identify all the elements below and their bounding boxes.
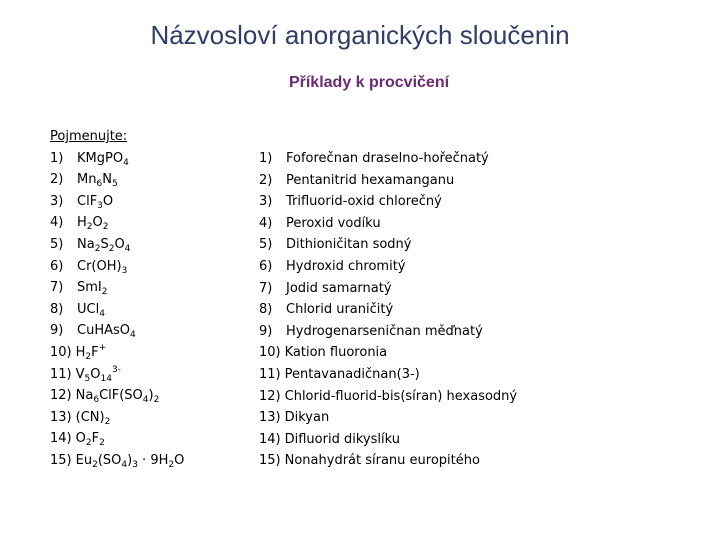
formula-subscript: 2 [99,438,105,449]
answer-item [259,429,709,451]
formula-subscript: 2 [85,438,92,449]
compound-name: Chlorid-fluorid-bis(síran) hexasodný [284,388,518,404]
item-number: 15) [259,453,281,469]
formula-subscript: 3 [97,200,103,211]
item-number: 8) [259,302,273,318]
formula-item [50,342,250,364]
formula-item [50,299,250,321]
formula-subscript: 14 [100,373,112,384]
item-number: 9) [259,323,273,339]
formula-subscript: 2 [85,351,92,362]
formula-subscript: 2 [92,459,98,470]
item-number: 3) [259,194,273,210]
formula-text: KMg [77,150,105,166]
formula-text: Cu [77,323,95,339]
chemical-formula [77,237,130,252]
formula-superscript: 3- [111,364,121,375]
item-number: 9) [50,323,64,339]
formula-text: ) [148,388,154,404]
item-number: 7) [259,280,273,296]
formula-text: Eu [75,452,93,468]
answer-item [259,407,709,429]
compound-name: Nonahydrát síranu europitého [284,453,480,469]
answer-item [259,170,709,192]
compound-name: Jodid samarnatý [286,280,392,296]
formula-subscript: 4 [121,459,128,470]
formula-text: F [91,431,100,447]
item-number: 13) [50,409,72,425]
formula-item [50,234,250,256]
formula-item [50,320,250,342]
formula-subscript: 2 [102,222,109,233]
answer-item [259,321,709,343]
formula-text: V [75,366,85,382]
compound-name: Trifluorid-oxid chlorečný [286,194,442,210]
formula-superscript: + [98,342,107,353]
item-number: 8) [50,301,64,317]
item-number: 6) [50,258,64,274]
formula-text: O [114,236,125,252]
answer-item [259,386,709,408]
formula-subscript: 4 [99,308,105,319]
answer-items [259,148,709,472]
chemical-formula [77,194,113,209]
formula-text: PO [105,150,124,166]
compound-name: Chlorid uraničitý [286,302,394,318]
compound-name: Pentanitrid hexamanganu [286,172,455,188]
item-number: 5) [50,236,64,252]
formula-item [50,212,250,234]
formula-subscript: 4 [130,330,136,341]
formula-item [50,428,250,450]
formula-text: ClF(SO [99,388,143,404]
answer-item [259,278,709,300]
formula-subscript: 2 [104,416,111,427]
formula-text: O [92,215,103,231]
formula-text: N [102,172,112,188]
formula-subscript: 2 [153,395,160,406]
formula-subscript: 4 [124,243,131,254]
slide-title: Názvosloví anorganických sloučenin [150,20,570,50]
formula-subscript: 2 [168,459,175,470]
answer-item [259,256,709,278]
formula-text: S [100,236,109,252]
compound-name: Hydrogenarseničnan měďnatý [286,323,483,339]
chemical-formula [76,410,111,425]
chemical-formula [77,215,109,233]
answer-item [259,450,709,472]
formula-subscript: 5 [111,179,118,190]
chemical-formula [77,259,127,274]
formula-text: (CN) [75,409,105,425]
formula-subscript: 2 [108,243,115,254]
item-number: 11) [50,366,72,382]
formula-subscript: 6 [96,179,103,190]
answer-item [259,213,709,235]
formula-text: HAs [94,323,120,339]
compound-name: Dithioničitan sodný [286,237,412,253]
formula-text: Cr(OH) [77,258,122,274]
item-number: 6) [259,258,273,274]
answer-item [259,364,709,386]
formula-item [50,256,250,278]
formula-subscript: 2 [86,222,93,233]
item-number: 5) [259,237,273,253]
formula-subscript: 6 [93,395,100,406]
item-number: 12) [50,388,72,404]
formula-item [50,148,250,170]
slide-subtitle: Příklady k procvičení [288,74,450,91]
compound-name: Hydroxid chromitý [286,258,406,274]
item-number: 4) [50,215,64,231]
formula-text: Na [75,388,94,404]
formula-item [50,364,250,386]
formula-text: H [77,215,87,231]
answer-item [259,234,709,256]
formula-subscript: 3 [132,459,138,470]
formula-text: UCl [77,301,100,317]
item-number: 1) [259,151,273,166]
item-number: 12) [259,388,281,404]
compound-name: Dikyan [284,410,330,426]
answer-item [259,148,709,170]
formula-item [50,385,250,407]
chemical-formula [75,431,105,449]
chemical-formula [77,151,129,166]
chemical-formula [77,323,136,341]
formula-text: Na [77,236,95,252]
answer-item [259,191,709,213]
formula-text: O [90,366,101,382]
item-number: 14) [259,431,281,447]
formula-text: O [102,193,114,209]
chemical-formula [76,453,185,468]
item-number: 15) [50,452,72,468]
chemical-formula [77,302,105,317]
chemical-formula [75,342,107,362]
chemical-formula [77,172,118,190]
item-number: 14) [50,431,72,447]
item-number: 4) [259,215,273,231]
formula-text: O [75,431,86,447]
formula-text: SmI [77,280,102,296]
formula-item [50,169,250,191]
formula-text: Mn [77,172,97,188]
formula-subscript: 4 [142,395,149,406]
formula-subscript: 2 [94,243,101,254]
item-number: 2) [50,172,64,188]
item-number: 11) [259,366,281,382]
chemical-formula [75,364,121,384]
formula-subscript: 5 [84,373,91,384]
chemical-formula [75,388,160,406]
formula-text: H [75,344,86,360]
item-number: 13) [259,410,281,426]
formula-text: ) [127,452,133,468]
formula-item [50,277,250,299]
formula-text: ClF [77,193,98,209]
item-number: 10) [50,344,72,360]
formula-subscript: 2 [101,287,108,298]
compound-name: Pentavanadičnan(3-) [284,366,420,382]
formula-text: O [174,452,185,468]
compound-name: Difluorid dikyslíku [284,431,400,447]
item-number: 2) [259,172,273,188]
item-number: 1) [50,150,64,166]
formula-text: O [119,323,131,339]
formula-text: (SO [97,452,122,468]
item-number: 3) [50,193,64,209]
item-number: 7) [50,280,64,296]
formula-list [50,126,250,472]
formula-text: F [91,344,99,360]
formula-subscript: 4 [123,157,129,168]
answer-list [259,148,709,472]
chemical-formula [77,280,108,298]
compound-name: Kation fluoronia [284,345,388,361]
list-heading: Pojmenujte: [50,129,128,144]
answer-item [259,342,709,364]
formula-subscript: 3 [121,265,128,276]
item-number: 10) [259,345,281,361]
compound-name: Foforečnan draselno-hořečnatý [286,151,489,166]
formula-items [50,148,250,472]
formula-text: · 9H [137,452,169,468]
formula-item [50,191,250,213]
compound-name: Peroxid vodíku [286,215,381,231]
formula-item [50,450,250,472]
formula-item [50,407,250,429]
answer-item [259,299,709,321]
